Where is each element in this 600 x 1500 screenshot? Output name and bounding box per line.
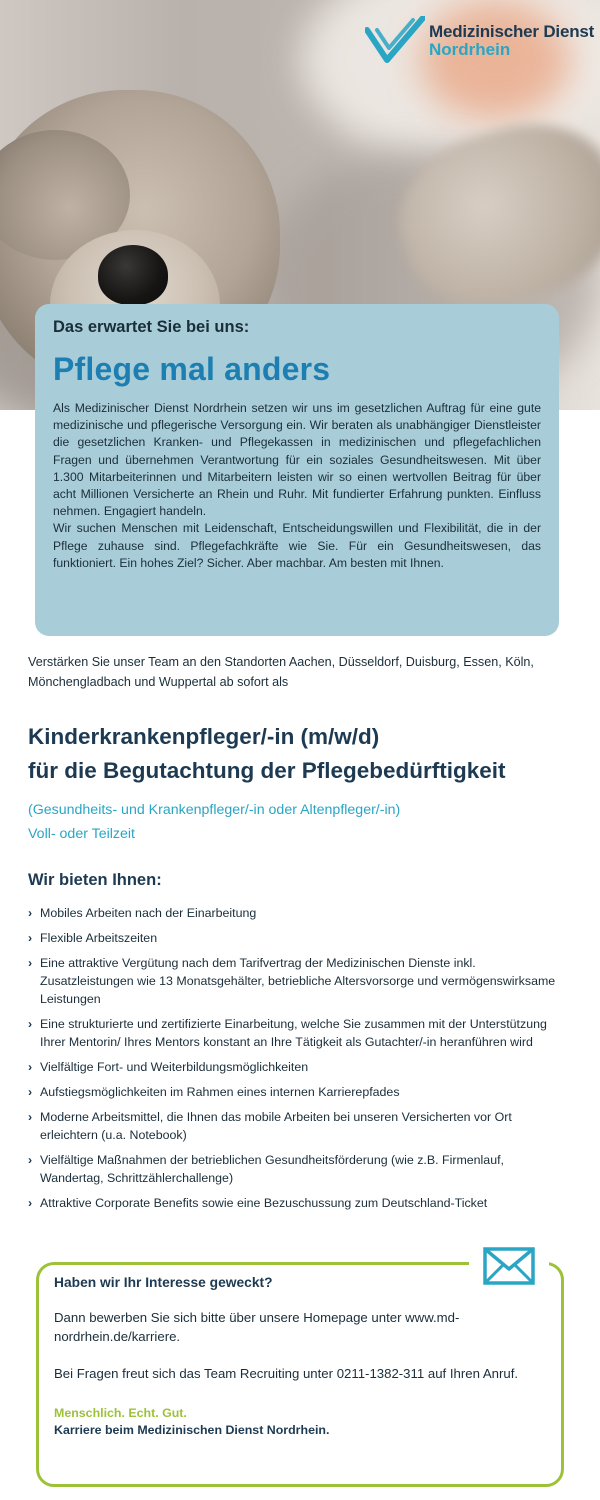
benefit-text: Mobiles Arbeiten nach der Einarbeitung [40, 906, 257, 920]
chevron-right-icon: › [28, 1110, 33, 1124]
job-subtitle [28, 798, 568, 846]
chevron-right-icon: › [28, 1085, 33, 1099]
benefit-text: Flexible Arbeitszeiten [40, 931, 158, 945]
benefit-item [28, 1083, 568, 1101]
logo-region: Nordrhein [429, 40, 511, 59]
benefit-text: Eine strukturierte und zertifizierte Einarbeitung, welche Sie zusammen mit der Unterstützung Ihrer Mentorin/ Ihres Mentors konstant an Ihre Tätigkeit als Gutachter/-in heranführen wird [40, 1017, 547, 1049]
slogan: Menschlich. Echt. Gut. [54, 1406, 187, 1420]
benefit-item [28, 1058, 568, 1076]
benefit-text: Vielfältige Fort- und Weiterbildungsmöglichkeiten [40, 1060, 309, 1074]
job-alternative-roles: (Gesundheits- und Krankenpfleger/-in oder Altenpfleger/-in) [28, 802, 401, 818]
job-title [28, 720, 588, 788]
benefit-item [28, 929, 568, 947]
md-checkmark-logo-icon [365, 16, 425, 66]
chevron-right-icon: › [28, 1153, 33, 1167]
chevron-right-icon: › [28, 1196, 33, 1210]
benefit-item [28, 1108, 568, 1144]
benefit-text: Vielfältige Maßnahmen der betrieblichen Gesundheitsförderung (wie z.B. Firmenlauf, Wandertag, Schrittzählerchallenge) [40, 1153, 504, 1185]
benefit-text: Moderne Arbeitsmittel, die Ihnen das mobile Arbeiten bei unseren Versicherten vor Ort erleichtern (u.a. Notebook) [40, 1110, 512, 1142]
chevron-right-icon: › [28, 931, 33, 945]
benefits-heading: Wir bieten Ihnen: [28, 871, 162, 889]
chevron-right-icon: › [28, 906, 33, 920]
benefit-text: Eine attraktive Vergütung nach dem Tarifvertrag der Medizinischen Dienste inkl. Zusatzleistungen wie 13 Monatsgehälter, betriebliche Altersvorsorge und vermögenswirksame Leistungen [40, 956, 556, 1006]
intro-headline: Pflege mal anders [53, 351, 331, 387]
intro-box [35, 304, 559, 636]
intro-paragraph-1: Als Medizinischer Dienst Nordrhein setzen wir uns im gesetzlichen Auftrag für eine gute medizinische und pflegerische Versorgung ein. Wir beraten als unabhängiger Dienstleister die gesetzlichen Kranken- und Pflegekassen in medizinischen und pflegefachlichen Fragen und übernehmen Verantwortung für ein soziales Gesundheitswesen. Mit über 1.300 Mitarbeiterinnen und Mitarbeitern leisten wir so einen wertvollen Beitrag für über acht Millionen Versicherte an Rhein und Ruhr. Mit fundierter Erfahrung punkten. Einfluss nehmen. Engagiert handeln. [53, 401, 541, 519]
benefit-text: Attraktive Corporate Benefits sowie eine Bezuschussung zum Deutschland-Ticket [40, 1196, 488, 1210]
benefits-list [28, 904, 568, 1219]
job-title-line-1: Kinderkrankenpfleger/-in (m/w/d) [28, 724, 380, 749]
job-employment-type: Voll- oder Teilzeit [28, 826, 135, 842]
job-title-line-2: für die Begutachtung der Pflegebedürftigkeit [28, 758, 506, 783]
logo-name: Medizinischer Dienst [429, 22, 595, 42]
benefit-item [28, 1151, 568, 1187]
apply-instructions: Dann bewerben Sie sich bitte über unsere Homepage unter www.md-nordrhein.de/karriere. [54, 1310, 460, 1344]
recruiting-phone-text: Bei Fragen freut sich das Team Recruiting unter 0211-1382-311 auf Ihren Anruf. [54, 1366, 519, 1381]
contact-heading: Haben wir Ihr Interesse geweckt? [54, 1275, 273, 1290]
locations-text: Verstärken Sie unser Team an den Standorten Aachen, Düsseldorf, Duisburg, Essen, Köln, Mönchengladbach und Wuppertal ab sofort als [28, 655, 534, 689]
benefit-item [28, 1194, 568, 1212]
chevron-right-icon: › [28, 1060, 33, 1074]
chevron-right-icon: › [28, 1017, 33, 1031]
company-logo [365, 16, 594, 66]
intro-kicker: Das erwartet Sie bei uns: [53, 318, 250, 336]
career-tagline: Karriere beim Medizinischen Dienst Nordrhein. [54, 1423, 330, 1437]
chevron-right-icon: › [28, 956, 33, 970]
contact-box [36, 1262, 564, 1487]
benefit-item [28, 904, 568, 922]
benefit-item [28, 954, 568, 1008]
intro-paragraph-2: Wir suchen Menschen mit Leidenschaft, Entscheidungswillen und Flexibilität, die in der Pflege zuhause sind. Pflegefachkräfte wie Sie. Für ein Gesundheitswesen, das funktioniert. Ein hohes Ziel? Sicher. Aber machbar. Am besten mit Ihnen. [53, 521, 541, 570]
benefit-text: Aufstiegsmöglichkeiten im Rahmen eines internen Karrierepfades [40, 1085, 400, 1099]
benefit-item [28, 1015, 568, 1051]
